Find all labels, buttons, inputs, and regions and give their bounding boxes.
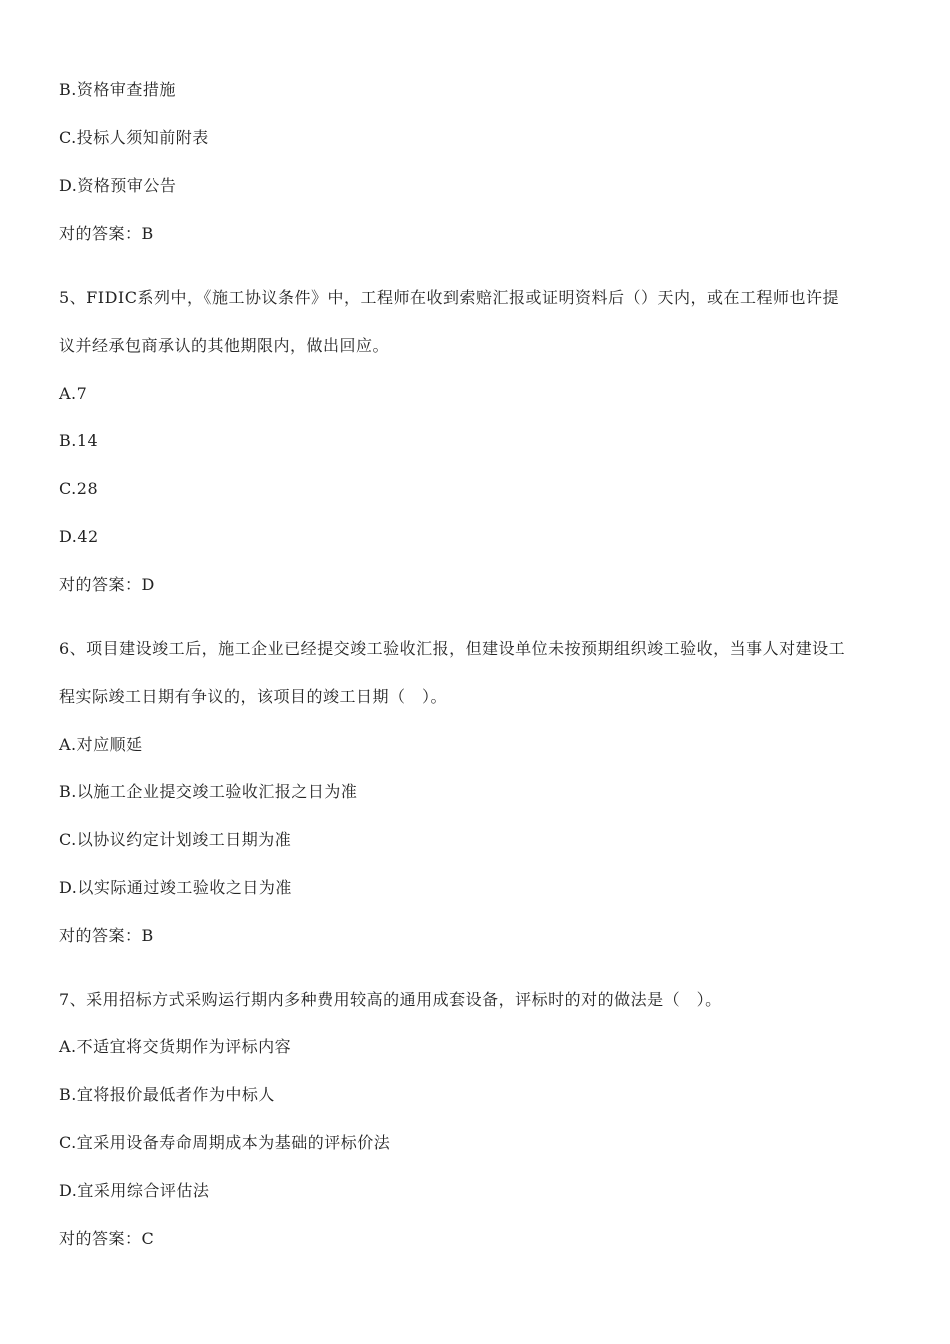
q5-option-b: B.14 xyxy=(59,431,99,450)
q4-option-b: B.资格审查措施 xyxy=(59,80,176,99)
q5-stem-line1: 5、FIDIC系列中，《施工协议条件》中，工程师在收到索赔汇报或证明资料后（）天内，或在工程师也许提 xyxy=(59,288,839,307)
q5-option-d: D.42 xyxy=(59,527,99,546)
q6-answer: 对的答案：B xyxy=(59,926,154,945)
q7-option-c: C.宜采用设备寿命周期成本为基础的评标价法 xyxy=(59,1133,391,1152)
q6-option-d: D.以实际通过竣工验收之日为准 xyxy=(59,878,292,897)
q4-option-c: C.投标人须知前附表 xyxy=(59,128,209,147)
q7-option-b: B.宜将报价最低者作为中标人 xyxy=(59,1085,275,1104)
q7-stem-line1: 7、采用招标方式采购运行期内多种费用较高的通用成套设备，评标时的对的做法是（ ）。 xyxy=(59,990,722,1009)
q6-option-c: C.以协议约定计划竣工日期为准 xyxy=(59,830,292,849)
q4-answer: 对的答案：B xyxy=(59,224,154,243)
q5-answer: 对的答案：D xyxy=(59,575,155,594)
q4-option-d: D.资格预审公告 xyxy=(59,176,177,195)
q7-answer: 对的答案：C xyxy=(59,1229,155,1248)
q6-stem-line2: 程实际竣工日期有争议的，该项目的竣工日期（ ）。 xyxy=(59,687,448,706)
q5-stem-line2: 议并经承包商承认的其他期限内，做出回应。 xyxy=(59,336,390,355)
q5-option-a: A.7 xyxy=(59,384,88,403)
q6-option-a: A.对应顺延 xyxy=(59,735,143,754)
q6-option-b: B.以施工企业提交竣工验收汇报之日为准 xyxy=(59,782,358,801)
q5-option-c: C.28 xyxy=(59,479,99,498)
q7-option-d: D.宜采用综合评估法 xyxy=(59,1181,210,1200)
q7-option-a: A.不适宜将交货期作为评标内容 xyxy=(59,1037,292,1056)
q6-stem-line1: 6、项目建设竣工后，施工企业已经提交竣工验收汇报，但建设单位未按预期组织竣工验收，当事人对建设工 xyxy=(59,639,846,658)
